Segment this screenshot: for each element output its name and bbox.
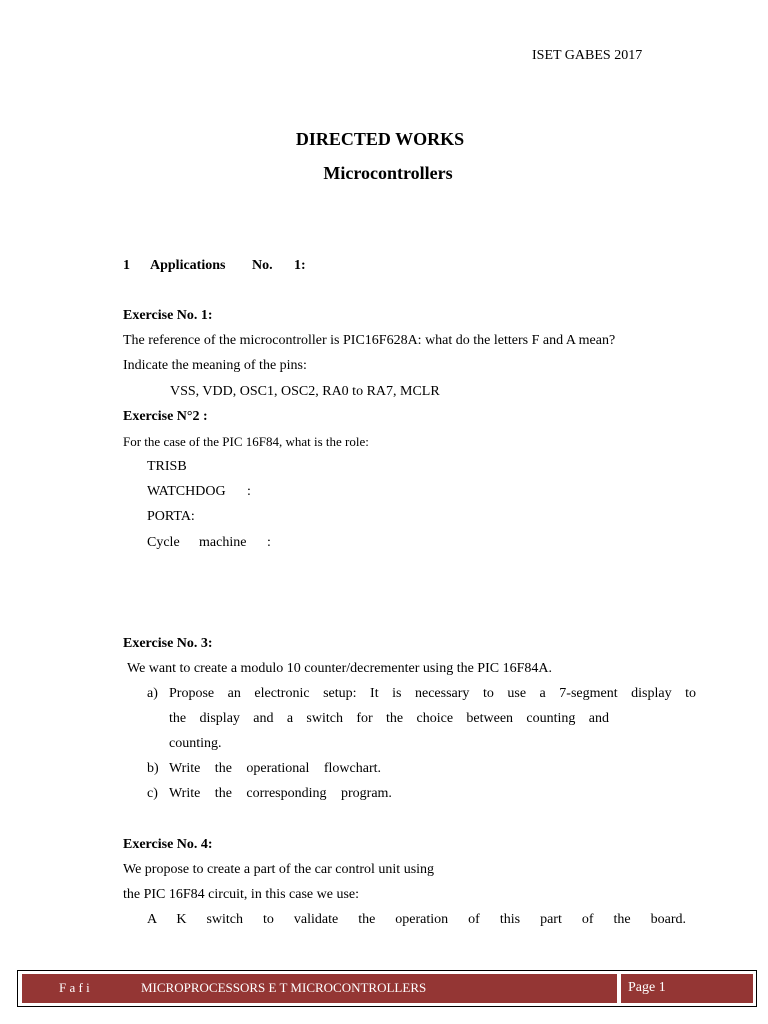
- section-word-applications: Applications: [150, 258, 226, 273]
- exercise2-item-porta: PORTA:: [147, 509, 195, 524]
- exercise3-heading: Exercise No. 3:: [123, 636, 213, 651]
- exercise3-item-a-line2: the display and a switch for the choice between counting and: [169, 711, 609, 726]
- section-word-no: No.: [252, 258, 273, 273]
- document-subtitle: Microcontrollers: [323, 163, 453, 183]
- header-institution: ISET GABES 2017: [532, 48, 643, 63]
- exercise2-intro: For the case of the PIC 16F84, what is the role:: [123, 434, 369, 449]
- exercise1-question: The reference of the microcontroller is PIC16F628A: what do the letters F and A mean?: [123, 333, 616, 348]
- exercise3-item-b-marker: b): [147, 761, 159, 776]
- document-title: DIRECTED WORKS: [295, 129, 465, 149]
- exercise2-heading: Exercise N°2 :: [123, 409, 208, 424]
- exercise3-intro: We want to create a modulo 10 counter/decrementer using the PIC 16F84A.: [127, 661, 552, 676]
- exercise2-item-machine: machine: [199, 535, 247, 550]
- exercise2-item-trisb: TRISB: [147, 459, 187, 474]
- footer-course: MICROPROCESSORS E T MICROCONTROLLERS: [141, 980, 427, 995]
- exercise4-heading: Exercise No. 4:: [123, 837, 213, 852]
- exercise3-item-c-text: Write the corresponding program.: [169, 786, 392, 801]
- exercise2-item-cycle: Cycle: [147, 535, 180, 550]
- footer-left-band: [22, 974, 617, 1003]
- exercise4-line1: We propose to create a part of the car control unit using: [123, 862, 435, 877]
- exercise3-item-a-line1: Propose an electronic setup: It is necessary to use a 7-segment display to: [169, 686, 696, 701]
- exercise3-item-c-marker: c): [147, 786, 158, 801]
- exercise2-item-watchdog-colon: :: [247, 484, 251, 499]
- section-word-number: 1:: [294, 258, 306, 273]
- section-number: 1: [123, 258, 130, 273]
- exercise4-line3: A K switch to validate the operation of this part of the board.: [147, 912, 686, 927]
- exercise2-item-watchdog: WATCHDOG: [147, 484, 226, 499]
- exercise4-line2: the PIC 16F84 circuit, in this case we use:: [123, 887, 360, 902]
- footer-page-box: [621, 974, 753, 1003]
- exercise1-heading: Exercise No. 1:: [123, 308, 213, 323]
- exercise3-item-a-marker: a): [147, 686, 158, 701]
- exercise3-item-a-line3: counting.: [169, 736, 222, 751]
- exercise1-pins: VSS, VDD, OSC1, OSC2, RA0 to RA7, MCLR: [170, 384, 440, 399]
- exercise3-item-b-text: Write the operational flowchart.: [169, 761, 382, 776]
- exercise2-item-cycle-colon: :: [267, 535, 271, 550]
- exercise1-instruction: Indicate the meaning of the pins:: [123, 358, 307, 373]
- footer-author: F a f i: [59, 980, 90, 995]
- footer-page-number: Page 1: [628, 980, 666, 995]
